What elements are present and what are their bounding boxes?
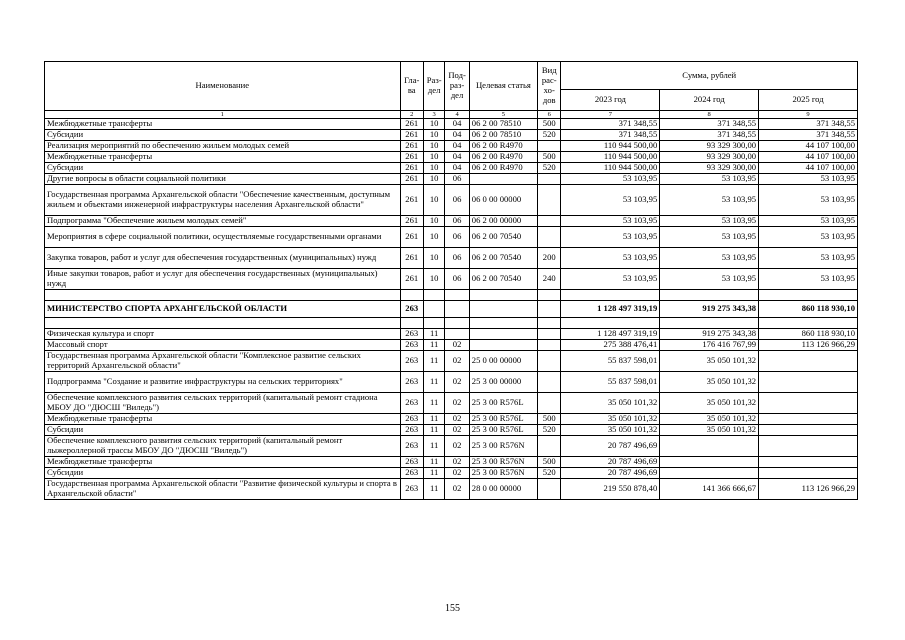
cell-sum-2023: 110 944 500,00: [561, 163, 660, 174]
table-row: [45, 130, 858, 141]
cell-sum-2023: 219 550 878,40: [561, 479, 660, 500]
cell-vid: [538, 436, 561, 457]
cell-podrazdel: 02: [445, 436, 469, 457]
cell-name: Обеспечение комплексного развития сельских территорий (капитальный ремонт лыжероллерной трассы МБОУ ДО "ДЮСШ "Виледь"): [45, 436, 401, 457]
cell-sum-2023: 53 103,95: [561, 185, 660, 216]
cell-razdel: 10: [423, 248, 444, 269]
cell-sum-2023: 20 787 496,69: [561, 468, 660, 479]
cell-name: [45, 290, 401, 301]
cell-name: Подпрограмма "Создание и развитие инфраструктуры на сельских территориях": [45, 372, 401, 393]
cell-razdel: 10: [423, 141, 444, 152]
cell-name: [45, 318, 401, 329]
cell-sum-2024: [660, 457, 759, 468]
cell-sum-2024: 35 050 101,32: [660, 425, 759, 436]
cell-sum-2025: 53 103,95: [759, 248, 858, 269]
cell-target: 25 0 00 00000: [469, 351, 537, 372]
cell-vid: 520: [538, 130, 561, 141]
cell-podrazdel: 04: [445, 119, 469, 130]
table-row: [45, 318, 858, 329]
table-row: [45, 141, 858, 152]
cell-podrazdel: 04: [445, 130, 469, 141]
cell-name: Массовый спорт: [45, 340, 401, 351]
cell-glava: 263: [400, 457, 423, 468]
cell-name: Субсидии: [45, 468, 401, 479]
column-number: 6: [538, 111, 561, 119]
cell-podrazdel: 04: [445, 152, 469, 163]
cell-name: Подпрограмма "Обеспечение жильем молодых семей": [45, 216, 401, 227]
cell-razdel: 10: [423, 119, 444, 130]
cell-podrazdel: 06: [445, 248, 469, 269]
cell-sum-2023: 110 944 500,00: [561, 152, 660, 163]
cell-podrazdel: 06: [445, 269, 469, 290]
cell-target: 06 2 00 R4970: [469, 163, 537, 174]
cell-target: 25 3 00 00000: [469, 372, 537, 393]
cell-name: Обеспечение комплексного развития сельских территорий (капитальный ремонт стадиона МБОУ ДО "ДЮСШ "Виледь"): [45, 393, 401, 414]
cell-sum-2025: [759, 372, 858, 393]
header-vid: Вид рас-хо-дов: [538, 62, 561, 111]
table-row: [45, 227, 858, 248]
cell-vid: 500: [538, 457, 561, 468]
cell-vid: [538, 216, 561, 227]
cell-target: 06 2 00 78510: [469, 119, 537, 130]
cell-sum-2025: 53 103,95: [759, 227, 858, 248]
header-sum: Сумма, рублей: [561, 62, 858, 90]
cell-sum-2023: 53 103,95: [561, 216, 660, 227]
cell-sum-2023: 20 787 496,69: [561, 457, 660, 468]
cell-target: [469, 174, 537, 185]
cell-target: [469, 329, 537, 340]
cell-name: Закупка товаров, работ и услуг для обеспечения государственных (муниципальных) нужд: [45, 248, 401, 269]
cell-sum-2023: 53 103,95: [561, 248, 660, 269]
cell-razdel: 10: [423, 174, 444, 185]
cell-sum-2023: 371 348,55: [561, 119, 660, 130]
table-row: [45, 216, 858, 227]
cell-sum-2024: 371 348,55: [660, 119, 759, 130]
cell-sum-2025: 860 118 930,10: [759, 329, 858, 340]
cell-vid: 520: [538, 468, 561, 479]
cell-sum-2024: [660, 468, 759, 479]
column-number: 4: [445, 111, 469, 119]
cell-glava: 261: [400, 163, 423, 174]
table-header: [45, 62, 858, 119]
cell-podrazdel: 02: [445, 425, 469, 436]
cell-name: Реализация мероприятий по обеспечению жильем молодых семей: [45, 141, 401, 152]
table-row: [45, 457, 858, 468]
cell-razdel: [423, 318, 444, 329]
cell-razdel: 11: [423, 468, 444, 479]
header-podrazdel: Под-раз-дел: [445, 62, 469, 111]
cell-razdel: 11: [423, 414, 444, 425]
cell-glava: 261: [400, 227, 423, 248]
cell-razdel: 11: [423, 340, 444, 351]
cell-podrazdel: [445, 318, 469, 329]
cell-name: Государственная программа Архангельской области "Развитие физической культуры и спорта в Архангельской области": [45, 479, 401, 500]
cell-vid: [538, 227, 561, 248]
cell-sum-2024: 53 103,95: [660, 174, 759, 185]
cell-glava: 261: [400, 269, 423, 290]
cell-razdel: 11: [423, 425, 444, 436]
cell-razdel: 11: [423, 372, 444, 393]
cell-vid: [538, 340, 561, 351]
cell-name: Другие вопросы в области социальной политики: [45, 174, 401, 185]
table-row: [45, 290, 858, 301]
cell-podrazdel: 06: [445, 174, 469, 185]
header-name: Наименование: [45, 62, 401, 111]
cell-sum-2023: 20 787 496,69: [561, 436, 660, 457]
table-row: [45, 152, 858, 163]
cell-glava: 261: [400, 216, 423, 227]
cell-sum-2024: 93 329 300,00: [660, 152, 759, 163]
column-number: 9: [759, 111, 858, 119]
cell-glava: 263: [400, 329, 423, 340]
cell-name: Межбюджетные трансферты: [45, 457, 401, 468]
cell-vid: [538, 174, 561, 185]
cell-podrazdel: 04: [445, 163, 469, 174]
table-row: [45, 425, 858, 436]
cell-razdel: 10: [423, 269, 444, 290]
cell-vid: [538, 329, 561, 340]
cell-glava: 263: [400, 301, 423, 318]
cell-target: 25 3 00 R576L: [469, 414, 537, 425]
cell-sum-2025: 44 107 100,00: [759, 141, 858, 152]
cell-sum-2025: 44 107 100,00: [759, 152, 858, 163]
cell-razdel: 11: [423, 329, 444, 340]
table-row: [45, 479, 858, 500]
budget-table: [44, 61, 858, 500]
cell-glava: 261: [400, 185, 423, 216]
cell-razdel: 10: [423, 216, 444, 227]
cell-razdel: 11: [423, 393, 444, 414]
cell-glava: 263: [400, 436, 423, 457]
cell-target: 25 3 00 R576L: [469, 393, 537, 414]
cell-razdel: 11: [423, 351, 444, 372]
cell-glava: 263: [400, 351, 423, 372]
cell-name: Мероприятия в сфере социальной политики, осуществляемые государственными органами: [45, 227, 401, 248]
header-year-2024: 2024 год: [660, 90, 759, 111]
cell-target: 25 3 00 R576N: [469, 468, 537, 479]
cell-vid: [538, 393, 561, 414]
cell-razdel: [423, 290, 444, 301]
cell-target: 25 3 00 R576N: [469, 457, 537, 468]
cell-target: 28 0 00 00000: [469, 479, 537, 500]
cell-glava: 263: [400, 393, 423, 414]
cell-sum-2025: 371 348,55: [759, 130, 858, 141]
cell-target: 06 0 00 00000: [469, 185, 537, 216]
table-row: [45, 185, 858, 216]
cell-sum-2025: 53 103,95: [759, 216, 858, 227]
cell-sum-2024: [660, 436, 759, 457]
cell-vid: [538, 318, 561, 329]
cell-vid: 520: [538, 425, 561, 436]
cell-name: Субсидии: [45, 163, 401, 174]
cell-razdel: 11: [423, 457, 444, 468]
cell-glava: 263: [400, 372, 423, 393]
cell-vid: [538, 301, 561, 318]
table-row: [45, 468, 858, 479]
cell-sum-2023: 35 050 101,32: [561, 425, 660, 436]
cell-podrazdel: 06: [445, 216, 469, 227]
cell-sum-2025: [759, 318, 858, 329]
cell-sum-2023: 53 103,95: [561, 174, 660, 185]
column-number: 2: [400, 111, 423, 119]
cell-target: [469, 301, 537, 318]
cell-razdel: 10: [423, 163, 444, 174]
cell-name: Субсидии: [45, 425, 401, 436]
cell-target: [469, 318, 537, 329]
cell-glava: 263: [400, 425, 423, 436]
header-year-2023: 2023 год: [561, 90, 660, 111]
cell-sum-2025: 53 103,95: [759, 174, 858, 185]
cell-glava: 261: [400, 141, 423, 152]
cell-name: Государственная программа Архангельской области "Обеспечение качественным, доступным жильем и объектами инженерной инфраструктуры населения Архангельской области": [45, 185, 401, 216]
cell-podrazdel: 02: [445, 393, 469, 414]
cell-sum-2024: 35 050 101,32: [660, 351, 759, 372]
cell-podrazdel: 02: [445, 414, 469, 425]
column-number: 3: [423, 111, 444, 119]
cell-sum-2025: 860 118 930,10: [759, 301, 858, 318]
cell-sum-2024: 141 366 666,67: [660, 479, 759, 500]
cell-sum-2024: 93 329 300,00: [660, 163, 759, 174]
cell-name: Субсидии: [45, 130, 401, 141]
column-number: 8: [660, 111, 759, 119]
cell-sum-2025: [759, 457, 858, 468]
table-row: [45, 414, 858, 425]
cell-sum-2023: 1 128 497 319,19: [561, 301, 660, 318]
cell-vid: [538, 372, 561, 393]
cell-vid: [538, 185, 561, 216]
cell-glava: [400, 318, 423, 329]
cell-name: Межбюджетные трансферты: [45, 414, 401, 425]
cell-sum-2025: 53 103,95: [759, 185, 858, 216]
cell-razdel: [423, 301, 444, 318]
cell-sum-2023: 35 050 101,32: [561, 393, 660, 414]
cell-sum-2024: [660, 290, 759, 301]
cell-glava: 263: [400, 479, 423, 500]
cell-target: 06 2 00 R4970: [469, 141, 537, 152]
cell-podrazdel: 02: [445, 468, 469, 479]
cell-sum-2025: 113 126 966,29: [759, 340, 858, 351]
cell-vid: 500: [538, 119, 561, 130]
cell-podrazdel: 02: [445, 372, 469, 393]
table-row: [45, 329, 858, 340]
cell-sum-2024: 35 050 101,32: [660, 393, 759, 414]
cell-target: 06 2 00 R4970: [469, 152, 537, 163]
cell-podrazdel: [445, 329, 469, 340]
cell-glava: 261: [400, 152, 423, 163]
cell-sum-2025: [759, 351, 858, 372]
cell-sum-2023: 53 103,95: [561, 227, 660, 248]
cell-glava: [400, 290, 423, 301]
cell-glava: 261: [400, 248, 423, 269]
cell-podrazdel: 02: [445, 479, 469, 500]
cell-razdel: 11: [423, 436, 444, 457]
cell-glava: 261: [400, 174, 423, 185]
cell-sum-2023: 1 128 497 319,19: [561, 329, 660, 340]
cell-name: Межбюджетные трансферты: [45, 119, 401, 130]
cell-podrazdel: 02: [445, 340, 469, 351]
table-row: [45, 372, 858, 393]
cell-sum-2024: 93 329 300,00: [660, 141, 759, 152]
cell-sum-2025: [759, 436, 858, 457]
cell-vid: 500: [538, 414, 561, 425]
table-row: [45, 393, 858, 414]
cell-sum-2024: 53 103,95: [660, 269, 759, 290]
cell-sum-2024: 35 050 101,32: [660, 372, 759, 393]
cell-sum-2025: 53 103,95: [759, 269, 858, 290]
cell-razdel: 10: [423, 130, 444, 141]
table-row: [45, 269, 858, 290]
cell-name: Физическая культура и спорт: [45, 329, 401, 340]
cell-name: Государственная программа Архангельской области "Комплексное развитие сельских территорий Архангельской области": [45, 351, 401, 372]
cell-sum-2024: [660, 318, 759, 329]
cell-sum-2025: 44 107 100,00: [759, 163, 858, 174]
column-number: 5: [469, 111, 537, 119]
cell-sum-2025: [759, 290, 858, 301]
table-row: [45, 119, 858, 130]
cell-vid: 200: [538, 248, 561, 269]
cell-target: 06 2 00 70540: [469, 269, 537, 290]
cell-target: 25 3 00 R576L: [469, 425, 537, 436]
table-row: [45, 163, 858, 174]
column-number: 1: [45, 111, 401, 119]
cell-sum-2023: 110 944 500,00: [561, 141, 660, 152]
cell-sum-2023: [561, 290, 660, 301]
cell-sum-2023: 35 050 101,32: [561, 414, 660, 425]
cell-glava: 261: [400, 119, 423, 130]
cell-sum-2024: 53 103,95: [660, 227, 759, 248]
cell-sum-2024: 176 416 767,99: [660, 340, 759, 351]
cell-target: [469, 340, 537, 351]
cell-sum-2023: 371 348,55: [561, 130, 660, 141]
cell-sum-2023: 55 837 598,01: [561, 372, 660, 393]
cell-target: 06 2 00 70540: [469, 227, 537, 248]
cell-sum-2025: 371 348,55: [759, 119, 858, 130]
cell-sum-2024: 919 275 343,38: [660, 329, 759, 340]
cell-sum-2023: [561, 318, 660, 329]
cell-vid: 500: [538, 152, 561, 163]
cell-podrazdel: 02: [445, 351, 469, 372]
table-row: [45, 436, 858, 457]
cell-sum-2023: 275 388 476,41: [561, 340, 660, 351]
cell-vid: [538, 290, 561, 301]
table-row: [45, 301, 858, 318]
table-body: [45, 119, 858, 500]
cell-sum-2025: [759, 414, 858, 425]
cell-name: МИНИСТЕРСТВО СПОРТА АРХАНГЕЛЬСКОЙ ОБЛАСТИ: [45, 301, 401, 318]
cell-podrazdel: 04: [445, 141, 469, 152]
table-row: [45, 351, 858, 372]
header-target: Целевая статья: [469, 62, 537, 111]
cell-sum-2025: [759, 393, 858, 414]
cell-vid: [538, 351, 561, 372]
cell-vid: 240: [538, 269, 561, 290]
cell-target: 25 3 00 R576N: [469, 436, 537, 457]
column-number-row: [45, 111, 858, 119]
cell-target: [469, 290, 537, 301]
page-number: 155: [445, 603, 460, 614]
cell-razdel: 11: [423, 479, 444, 500]
cell-podrazdel: [445, 290, 469, 301]
cell-vid: [538, 479, 561, 500]
cell-glava: 263: [400, 468, 423, 479]
cell-razdel: 10: [423, 185, 444, 216]
header-glava: Гла-ва: [400, 62, 423, 111]
header-year-2025: 2025 год: [759, 90, 858, 111]
cell-target: 06 2 00 78510: [469, 130, 537, 141]
table-row: [45, 248, 858, 269]
cell-razdel: 10: [423, 227, 444, 248]
cell-podrazdel: [445, 301, 469, 318]
cell-sum-2025: [759, 425, 858, 436]
table-row: [45, 174, 858, 185]
cell-podrazdel: 02: [445, 457, 469, 468]
cell-vid: 520: [538, 163, 561, 174]
cell-vid: [538, 141, 561, 152]
cell-sum-2025: [759, 468, 858, 479]
cell-name: Иные закупки товаров, работ и услуг для обеспечения государственных (муниципальных) нужд: [45, 269, 401, 290]
cell-sum-2024: 35 050 101,32: [660, 414, 759, 425]
cell-name: Межбюджетные трансферты: [45, 152, 401, 163]
cell-sum-2024: 53 103,95: [660, 248, 759, 269]
cell-sum-2023: 53 103,95: [561, 269, 660, 290]
cell-target: 06 2 00 70540: [469, 248, 537, 269]
cell-glava: 263: [400, 340, 423, 351]
cell-podrazdel: 06: [445, 227, 469, 248]
column-number: 7: [561, 111, 660, 119]
cell-sum-2024: 53 103,95: [660, 185, 759, 216]
cell-sum-2025: 113 126 966,29: [759, 479, 858, 500]
cell-sum-2024: 919 275 343,38: [660, 301, 759, 318]
cell-glava: 261: [400, 130, 423, 141]
cell-target: 06 2 00 00000: [469, 216, 537, 227]
cell-sum-2024: 53 103,95: [660, 216, 759, 227]
cell-glava: 263: [400, 414, 423, 425]
table-row: [45, 340, 858, 351]
cell-sum-2023: 55 837 598,01: [561, 351, 660, 372]
header-razdel: Раз-дел: [423, 62, 444, 111]
cell-sum-2024: 371 348,55: [660, 130, 759, 141]
cell-razdel: 10: [423, 152, 444, 163]
cell-podrazdel: 06: [445, 185, 469, 216]
